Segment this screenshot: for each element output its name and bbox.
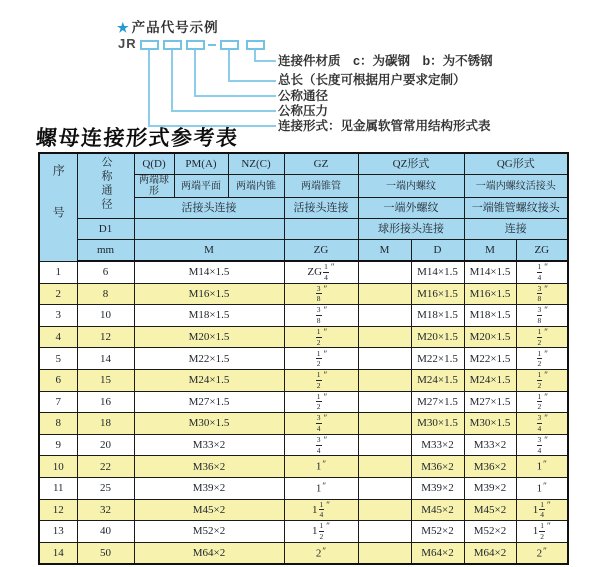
table-cell: 15 bbox=[77, 369, 134, 391]
table-cell: ZG $\frac{1}{4}$ ″ bbox=[284, 261, 358, 283]
table-cell: M16×1.5 bbox=[134, 283, 284, 305]
header-empty-cell bbox=[284, 219, 358, 240]
inch-mark: ″ bbox=[326, 521, 330, 532]
table-cell: 13 bbox=[39, 521, 77, 543]
table-row bbox=[39, 261, 568, 283]
table-cell: 10 bbox=[77, 305, 134, 327]
header-type-qz: 一端内螺纹 bbox=[358, 175, 464, 198]
table-cell bbox=[516, 305, 568, 327]
header-empty-cell bbox=[134, 219, 284, 240]
fraction: $\frac{1}{4}$ bbox=[319, 499, 324, 520]
header-group-pma: PM(A) bbox=[174, 153, 228, 175]
inch-mark: ″ bbox=[323, 305, 328, 316]
connector-line bbox=[228, 50, 230, 81]
code-box bbox=[186, 40, 205, 50]
code-label-connection: 连接形式：见金属软管常用结构形式表 bbox=[278, 119, 491, 133]
code-box bbox=[163, 40, 182, 50]
table-cell bbox=[358, 456, 411, 478]
table-cell bbox=[516, 391, 568, 413]
table-cell: 2″ bbox=[284, 542, 358, 564]
diagram-title bbox=[117, 16, 219, 36]
table-cell bbox=[284, 369, 358, 391]
connector-line bbox=[194, 95, 276, 97]
fraction: $\frac{3}{8}$ bbox=[316, 305, 321, 325]
table-cell: M22×1.5 bbox=[134, 348, 284, 370]
header-conn2-qz: 球形接头连接 bbox=[358, 219, 464, 240]
connector-line bbox=[194, 50, 196, 96]
table-row bbox=[39, 369, 568, 391]
table-cell: M20×1.5 bbox=[411, 326, 464, 348]
table-cell: M64×2 bbox=[411, 542, 464, 564]
header-conn-left: 活接头连接 bbox=[134, 198, 284, 219]
table-cell: M52×2 bbox=[464, 521, 516, 543]
table-cell: M45×2 bbox=[134, 499, 284, 521]
table-cell: 40 bbox=[77, 521, 134, 543]
table-cell bbox=[516, 369, 568, 391]
table-cell: M36×2 bbox=[134, 456, 284, 478]
table-cell: 14 bbox=[39, 542, 77, 564]
table-cell: 1 $\frac{1}{2}$ ″ bbox=[284, 521, 358, 543]
table-cell bbox=[284, 305, 358, 327]
table-cell: M22×1.5 bbox=[411, 348, 464, 370]
table-cell: M33×2 bbox=[464, 434, 516, 456]
table-cell: 6 bbox=[39, 369, 77, 391]
table-cell: 2″ bbox=[516, 542, 568, 564]
connector-line bbox=[148, 50, 150, 126]
table-row bbox=[39, 283, 568, 305]
inch-mark: ″ bbox=[547, 521, 551, 532]
fraction: $\frac{1}{2}$ bbox=[316, 327, 321, 347]
table-row bbox=[39, 413, 568, 435]
table-cell bbox=[516, 326, 568, 348]
table-cell: 32 bbox=[77, 499, 134, 521]
inch-mark: ″ bbox=[544, 370, 549, 381]
table-cell: M18×1.5 bbox=[411, 305, 464, 327]
table-cell: 20 bbox=[77, 434, 134, 456]
connector-line bbox=[171, 110, 276, 112]
table-cell: 1″ bbox=[516, 477, 568, 499]
connector-line bbox=[171, 50, 173, 111]
table-row bbox=[39, 391, 568, 413]
table-cell bbox=[284, 348, 358, 370]
code-box bbox=[220, 40, 239, 50]
table-body bbox=[39, 261, 568, 564]
table-cell bbox=[358, 348, 411, 370]
fraction: $\frac{1}{2}$ bbox=[537, 391, 542, 412]
table-row bbox=[39, 456, 568, 478]
table-row bbox=[39, 477, 568, 499]
table-cell: 2 bbox=[39, 283, 77, 305]
inch-mark: ″ bbox=[544, 435, 549, 446]
inch-mark: ″ bbox=[323, 348, 328, 359]
header-type-qd: 两端球形 bbox=[134, 175, 174, 198]
table-cell bbox=[358, 413, 411, 435]
code-label-diameter: 公称通径 bbox=[278, 89, 329, 103]
code-prefix: JR bbox=[118, 36, 137, 51]
code-label-pressure: 公称压力 bbox=[278, 104, 329, 118]
table-cell bbox=[358, 326, 411, 348]
table-cell: M33×2 bbox=[134, 434, 284, 456]
table-cell: 1 $\frac{1}{4}$ ″ bbox=[516, 499, 568, 521]
fraction: $\frac{3}{8}$ bbox=[537, 283, 542, 304]
table-cell bbox=[358, 305, 411, 327]
table-row bbox=[39, 521, 568, 543]
table-header bbox=[39, 153, 568, 261]
header-group-gz: GZ bbox=[284, 153, 358, 175]
table-cell: 1″ bbox=[284, 477, 358, 499]
table-cell bbox=[358, 499, 411, 521]
table-cell: 8 bbox=[39, 413, 77, 435]
inch-mark: ″ bbox=[323, 370, 328, 381]
table-cell: M20×1.5 bbox=[134, 326, 284, 348]
inch-mark: ″ bbox=[544, 305, 549, 316]
table-cell: 14 bbox=[77, 348, 134, 370]
inch-mark: ″ bbox=[544, 262, 549, 273]
header-gongcheng-text: 公称通径 bbox=[100, 156, 112, 213]
table-cell: M14×1.5 bbox=[134, 261, 284, 283]
table-cell: M24×1.5 bbox=[411, 369, 464, 391]
table-cell: M39×2 bbox=[464, 477, 516, 499]
table-row bbox=[39, 326, 568, 348]
inch-mark: ″ bbox=[323, 413, 328, 424]
diagram-title-text: 产品代号示例 bbox=[131, 20, 219, 35]
table-cell: M18×1.5 bbox=[464, 305, 516, 327]
inch-mark: ″ bbox=[543, 459, 547, 470]
connector-line bbox=[254, 60, 276, 62]
header-type-pma: 两端平面 bbox=[174, 175, 228, 198]
table-cell: 50 bbox=[77, 542, 134, 564]
fraction: $\frac{3}{4}$ bbox=[316, 413, 321, 433]
table-cell bbox=[358, 542, 411, 564]
header-xuhao bbox=[39, 153, 77, 261]
header-group-nzc: NZ(C) bbox=[228, 153, 284, 175]
inch-mark: ″ bbox=[544, 348, 549, 359]
table-cell: 5 bbox=[39, 348, 77, 370]
reference-table bbox=[38, 152, 569, 565]
inch-mark: ″ bbox=[544, 413, 549, 424]
fraction: $\frac{1}{2}$ bbox=[319, 521, 324, 541]
table-cell: 8 bbox=[77, 283, 134, 305]
table-cell bbox=[358, 261, 411, 283]
table-cell bbox=[284, 434, 358, 456]
table-cell bbox=[284, 326, 358, 348]
table-cell: 1″ bbox=[516, 456, 568, 478]
table-cell bbox=[516, 261, 568, 283]
table-cell: M30×1.5 bbox=[411, 413, 464, 435]
inch-mark: ″ bbox=[547, 499, 551, 510]
table-cell: 1 bbox=[39, 261, 77, 283]
table-cell: 25 bbox=[77, 477, 134, 499]
header-group-qz: QZ形式 bbox=[358, 153, 464, 175]
table-cell: M45×2 bbox=[411, 499, 464, 521]
table-cell: 18 bbox=[77, 413, 134, 435]
table-cell bbox=[358, 521, 411, 543]
table-cell: M14×1.5 bbox=[411, 261, 464, 283]
table-cell: M64×2 bbox=[464, 542, 516, 564]
table-cell: 12 bbox=[77, 326, 134, 348]
code-label-material: 连接件材质 c：为碳钢 b：为不锈钢 bbox=[278, 54, 493, 68]
table-cell: 16 bbox=[77, 391, 134, 413]
fraction: $\frac{3}{8}$ bbox=[537, 305, 542, 325]
fraction: $\frac{1}{4}$ bbox=[540, 499, 545, 520]
fraction: $\frac{3}{4}$ bbox=[537, 413, 542, 433]
table-cell: 3 bbox=[39, 305, 77, 327]
table-cell: M30×1.5 bbox=[464, 413, 516, 435]
table-cell: 11 bbox=[39, 477, 77, 499]
table-cell bbox=[516, 283, 568, 305]
connector-line bbox=[228, 80, 276, 82]
fraction: $\frac{1}{2}$ bbox=[316, 391, 321, 412]
table-cell bbox=[516, 434, 568, 456]
table-cell: M52×2 bbox=[134, 521, 284, 543]
header-unit-qz-m: M bbox=[358, 240, 411, 262]
header-gongcheng-tongjing bbox=[77, 153, 134, 219]
inch-mark: ″ bbox=[543, 545, 547, 556]
table-cell: 4 bbox=[39, 326, 77, 348]
header-unit-zg: ZG bbox=[284, 240, 358, 262]
table-row bbox=[39, 348, 568, 370]
table-cell bbox=[516, 413, 568, 435]
table-cell: 6 bbox=[77, 261, 134, 283]
fraction: $\frac{3}{4}$ bbox=[537, 435, 542, 455]
inch-mark: ″ bbox=[322, 480, 327, 491]
table-cell bbox=[358, 283, 411, 305]
inch-mark: ″ bbox=[323, 435, 328, 446]
table-cell: M36×2 bbox=[464, 456, 516, 478]
inch-mark: ″ bbox=[323, 327, 328, 338]
header-xuhao-text: 序号 bbox=[51, 163, 66, 248]
fraction: $\frac{1}{2}$ bbox=[540, 521, 545, 541]
table-cell: M22×1.5 bbox=[464, 348, 516, 370]
table-cell: 22 bbox=[77, 456, 134, 478]
table-cell: M45×2 bbox=[464, 499, 516, 521]
code-dash bbox=[208, 44, 216, 46]
table-row bbox=[39, 434, 568, 456]
inch-mark: ″ bbox=[326, 499, 330, 510]
table-row bbox=[39, 499, 568, 521]
inch-mark: ″ bbox=[323, 283, 328, 294]
inch-mark: ″ bbox=[544, 327, 549, 338]
inch-mark: ″ bbox=[544, 283, 549, 294]
table-cell: M39×2 bbox=[134, 477, 284, 499]
table-cell bbox=[358, 369, 411, 391]
fraction: $\frac{1}{2}$ bbox=[537, 370, 542, 390]
header-unit-qz-d: D bbox=[411, 240, 464, 262]
table-cell bbox=[284, 413, 358, 435]
header-conn-qg: 一端锥管螺纹接头 bbox=[464, 198, 568, 219]
table-cell bbox=[358, 434, 411, 456]
fraction: $\frac{1}{2}$ bbox=[537, 327, 542, 347]
fraction: $\frac{1}{2}$ bbox=[316, 370, 321, 390]
fraction: $\frac{3}{4}$ bbox=[316, 435, 321, 455]
table-cell bbox=[358, 391, 411, 413]
inch-mark: ″ bbox=[544, 391, 549, 402]
table-cell: 1 $\frac{1}{2}$ ″ bbox=[516, 521, 568, 543]
table-cell: M24×1.5 bbox=[134, 369, 284, 391]
fraction: $\frac{1}{2}$ bbox=[537, 348, 542, 369]
table-cell: 1 $\frac{1}{4}$ ″ bbox=[284, 499, 358, 521]
inch-mark: ″ bbox=[322, 545, 327, 556]
table-cell bbox=[358, 477, 411, 499]
header-conn2-qg: 连接 bbox=[464, 219, 568, 240]
fraction: $\frac{3}{8}$ bbox=[316, 283, 321, 304]
header-group-qd: Q(D) bbox=[134, 153, 174, 175]
table-cell: 9 bbox=[39, 434, 77, 456]
fraction: $\frac{1}{4}$ bbox=[324, 262, 328, 282]
header-unit-qg-m: M bbox=[464, 240, 516, 262]
header-conn-qz: 一端外螺纹 bbox=[358, 198, 464, 219]
header-mm: mm bbox=[77, 240, 134, 262]
header-conn-gz: 活接头连接 bbox=[284, 198, 358, 219]
table-cell: M52×2 bbox=[411, 521, 464, 543]
table-cell: M27×1.5 bbox=[464, 391, 516, 413]
table-cell: M39×2 bbox=[411, 477, 464, 499]
table-row bbox=[39, 305, 568, 327]
table-cell: M27×1.5 bbox=[134, 391, 284, 413]
header-unit-m: M bbox=[134, 240, 284, 262]
fraction: $\frac{1}{2}$ bbox=[316, 348, 321, 369]
inch-mark: ″ bbox=[323, 391, 328, 402]
table-cell bbox=[516, 348, 568, 370]
table-title: 螺母连接形式参考表 bbox=[35, 126, 240, 150]
table-cell: M30×1.5 bbox=[134, 413, 284, 435]
code-box bbox=[140, 40, 159, 50]
header-type-qg: 一端内螺纹活接头 bbox=[464, 175, 568, 198]
header-group-qg: QG形式 bbox=[464, 153, 568, 175]
table-cell: M27×1.5 bbox=[411, 391, 464, 413]
table-cell bbox=[284, 283, 358, 305]
header-d1: D1 bbox=[77, 219, 134, 240]
inch-mark: ″ bbox=[543, 480, 547, 491]
code-label-length: 总长（长度可根据用户要求定制） bbox=[278, 73, 466, 87]
table-cell bbox=[284, 391, 358, 413]
star-icon: ★ bbox=[117, 20, 130, 35]
code-box bbox=[246, 40, 265, 50]
header-unit-qg-zg: ZG bbox=[516, 240, 568, 262]
header-type-nzc: 两端内锥 bbox=[228, 175, 284, 198]
table-cell: 1″ bbox=[284, 456, 358, 478]
header-type-gz: 两端锥管 bbox=[284, 175, 358, 198]
table-cell: M18×1.5 bbox=[134, 305, 284, 327]
table-cell: 12 bbox=[39, 499, 77, 521]
table-cell: M24×1.5 bbox=[464, 369, 516, 391]
fraction: $\frac{1}{4}$ bbox=[537, 262, 542, 282]
table-cell: 7 bbox=[39, 391, 77, 413]
table-cell: M16×1.5 bbox=[411, 283, 464, 305]
table-cell: M64×2 bbox=[134, 542, 284, 564]
inch-mark: ″ bbox=[322, 459, 327, 470]
table-cell: M36×2 bbox=[411, 456, 464, 478]
table-row bbox=[39, 542, 568, 564]
table-cell: M33×2 bbox=[411, 434, 464, 456]
table-cell: 10 bbox=[39, 456, 77, 478]
table-cell: M16×1.5 bbox=[464, 283, 516, 305]
inch-mark: ″ bbox=[330, 262, 335, 273]
table-cell: M20×1.5 bbox=[464, 326, 516, 348]
table-cell: M14×1.5 bbox=[464, 261, 516, 283]
